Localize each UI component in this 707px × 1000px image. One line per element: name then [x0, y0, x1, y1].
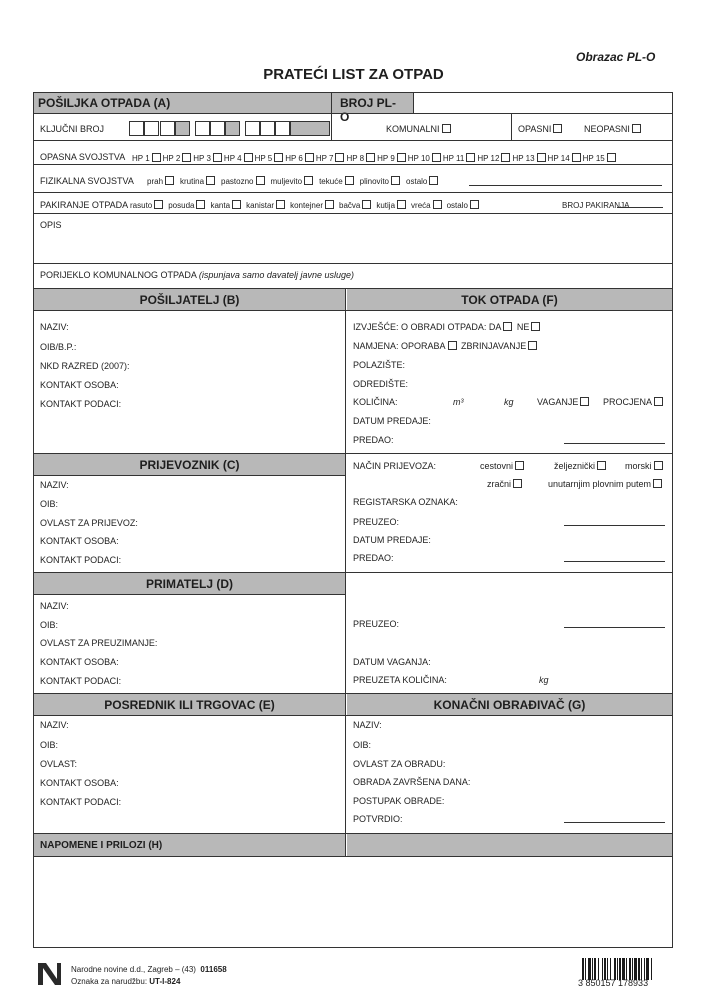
izvjesce-ne-checkbox[interactable] — [531, 322, 540, 331]
pakiranje-label: kanta — [210, 201, 231, 210]
hp-label: HP 13 — [512, 154, 535, 163]
d-kontakt-podaci-label: KONTAKT PODACI: — [40, 676, 122, 686]
kljucni-broj-digit-box[interactable] — [260, 121, 275, 136]
kljucni-broj-digit-box[interactable] — [275, 121, 290, 136]
b-nkd-label: NKD RAZRED (2007): — [40, 361, 130, 371]
section-h-header: NAPOMENE I PRILOZI (H) — [34, 834, 345, 856]
komunalni-option[interactable]: KOMUNALNI — [386, 124, 453, 135]
pakiranje-option[interactable] — [168, 201, 207, 210]
fizikalna-option[interactable] — [319, 177, 356, 186]
hp-label: HP 15 — [582, 154, 605, 163]
c-oib-label: OIB: — [40, 499, 59, 509]
pakiranje-option[interactable] — [411, 201, 444, 210]
pakiranje-label: kutija — [376, 201, 396, 210]
hp-option[interactable] — [583, 154, 618, 163]
section-f-header: TOK OTPADA (F) — [347, 289, 672, 310]
publisher-line: Narodne novine d.d., Zagreb – (43) 011658 — [71, 965, 227, 974]
fizikalna-label: krutina — [180, 177, 205, 186]
preuzeta-kg-unit: kg — [539, 675, 549, 685]
odrediste-label: ODREDIŠTE: — [353, 379, 409, 389]
hp-checkbox[interactable] — [182, 153, 191, 162]
e-oib-label: OIB: — [40, 740, 59, 750]
section-c-header: PRIJEVOZNIK (C) — [34, 454, 345, 475]
pakiranje-label: kanistar — [246, 201, 275, 210]
b-kontakt-osoba-label: KONTAKT OSOBA: — [40, 380, 119, 390]
neopasni-checkbox[interactable] — [632, 124, 641, 133]
zracni-checkbox[interactable] — [513, 479, 522, 488]
hp-checkbox[interactable] — [335, 153, 344, 162]
opasni-option[interactable]: OPASNI — [518, 124, 564, 135]
porijeklo-label: PORIJEKLO KOMUNALNOG OTPADA (ispunjava samo davatelj javne usluge) — [40, 270, 354, 280]
c-preuzeo-label: PREUZEO: — [353, 517, 400, 527]
hp-checkbox[interactable] — [501, 153, 510, 162]
fizikalna-label: ostalo — [406, 177, 428, 186]
izvjesce-da-checkbox[interactable] — [503, 322, 512, 331]
pakiranje-label: PAKIRANJE OTPADA — [40, 200, 129, 210]
hp-option[interactable] — [285, 154, 316, 163]
pakiranje-label: kontejner — [290, 201, 323, 210]
pakiranje-label: rasuto — [130, 201, 153, 210]
hp-checkbox[interactable] — [572, 153, 581, 162]
hp-option[interactable] — [377, 154, 408, 163]
hp-checkbox[interactable] — [305, 153, 314, 162]
fizikalna-option[interactable] — [360, 177, 402, 186]
fizikalna-label: muljevito — [270, 177, 303, 186]
section-e-header: POSREDNIK ILI TRGOVAC (E) — [34, 694, 345, 715]
hp-option[interactable] — [548, 154, 583, 163]
barcode-bar — [594, 958, 596, 980]
barcode-bar — [626, 958, 627, 980]
d-naziv-label: NAZIV: — [40, 601, 69, 611]
hp-option[interactable] — [163, 154, 194, 163]
hp-checkbox[interactable] — [213, 153, 222, 162]
fizikalna-label: plinovito — [359, 177, 390, 186]
procjena-checkbox[interactable] — [654, 397, 663, 406]
kljucni-broj-digit-box[interactable] — [129, 121, 144, 136]
form-frame — [33, 92, 673, 948]
pakiranje-label: bačva — [339, 201, 361, 210]
pakiranje-checkbox[interactable] — [196, 200, 205, 209]
oporaba-checkbox[interactable] — [448, 341, 457, 350]
hp-option[interactable] — [316, 154, 347, 163]
fizikalna-svojstva-label: FIZIKALNA SVOJSTVA — [40, 176, 134, 186]
registarska-label: REGISTARSKA OZNAKA: — [353, 497, 458, 507]
hp-label: HP 2 — [162, 154, 181, 163]
e-ovlast-label: OVLAST: — [40, 759, 78, 769]
hp-option[interactable] — [224, 154, 255, 163]
f-predao-label: PREDAO: — [353, 435, 394, 445]
kljucni-broj-digit-box[interactable] — [175, 121, 190, 136]
barcode-bar — [641, 958, 642, 980]
opasni-checkbox[interactable] — [553, 124, 562, 133]
pakiranje-label: posuda — [168, 201, 195, 210]
barcode-bar — [644, 958, 645, 980]
section-a-header: POŠILJKA OTPADA (A) — [34, 93, 331, 113]
morski-checkbox[interactable] — [654, 461, 663, 470]
kljucni-broj-digit-box[interactable] — [160, 121, 175, 136]
barcode — [582, 958, 675, 980]
hp-option[interactable] — [408, 154, 443, 163]
hp-checkbox[interactable] — [244, 153, 253, 162]
unutarnjim-option[interactable]: unutarnjim plovnim putem — [548, 479, 664, 490]
fizikalna-label: prah — [147, 177, 164, 186]
hp-label: HP 3 — [193, 154, 211, 163]
hp-label: HP 1 — [132, 154, 150, 163]
e-naziv-label: NAZIV: — [40, 720, 69, 730]
fizikalna-checkbox[interactable] — [304, 176, 313, 185]
hp-option[interactable] — [477, 154, 512, 163]
fizikalna-checkbox[interactable] — [256, 176, 265, 185]
hp-label: HP 7 — [315, 154, 334, 163]
barcode-bar — [622, 958, 625, 980]
pakiranje-option[interactable] — [339, 201, 373, 210]
hp-checkbox[interactable] — [366, 153, 375, 162]
pakiranje-checkbox[interactable] — [362, 200, 371, 209]
izvjesce-option[interactable]: IZVJEŠĆE: O OBRADI OTPADA: DA NE — [353, 322, 542, 333]
barcode-bar — [588, 958, 591, 980]
cestovni-option[interactable]: cestovni — [480, 461, 526, 472]
barcode-bar — [585, 958, 586, 980]
datum-vaganja-label: DATUM VAGANJA: — [353, 657, 431, 667]
b-kontakt-podaci-label: KONTAKT PODACI: — [40, 399, 122, 409]
vaganje-checkbox[interactable] — [580, 397, 589, 406]
c-datum-predaje-label: DATUM PREDAJE: — [353, 535, 431, 545]
hp-checkbox[interactable] — [607, 153, 616, 162]
fizikalna-checkbox[interactable] — [429, 176, 438, 185]
form-code: Obrazac PL-O — [576, 50, 656, 64]
neopasni-option[interactable]: NEOPASNI — [584, 124, 643, 135]
pakiranje-checkbox[interactable] — [276, 200, 285, 209]
pakiranje-checkbox[interactable] — [232, 200, 241, 209]
kg-unit: kg — [504, 397, 514, 407]
kljucni-broj-digit-box[interactable] — [245, 121, 260, 136]
g-oib-label: OIB: — [353, 740, 372, 750]
pakiranje-checkbox[interactable] — [154, 200, 163, 209]
hp-label: HP 11 — [442, 154, 465, 163]
barcode-bar — [646, 958, 649, 980]
fizikalna-checkbox[interactable] — [165, 176, 174, 185]
pakiranje-option[interactable] — [376, 201, 408, 210]
pakiranje-label: vreća — [411, 201, 431, 210]
fizikalna-option[interactable] — [180, 177, 217, 186]
pakiranje-checkbox[interactable] — [325, 200, 334, 209]
hp-checkbox[interactable] — [537, 153, 546, 162]
c-ovlast-label: OVLAST ZA PRIJEVOZ: — [40, 518, 138, 528]
b-naziv-label: NAZIV: — [40, 322, 69, 332]
m3-unit: m³ — [453, 397, 464, 407]
opasna-svojstva-label: OPASNA SVOJSTVA — [40, 152, 126, 162]
hp-checkbox[interactable] — [432, 153, 441, 162]
preuzeta-kolicina-label: PREUZETA KOLIČINA: — [353, 675, 447, 685]
c-naziv-label: NAZIV: — [40, 480, 69, 490]
fizikalna-options[interactable] — [147, 176, 444, 187]
fizikalna-checkbox[interactable] — [206, 176, 215, 185]
hp-label: HP 12 — [477, 154, 500, 163]
zeljeznicki-checkbox[interactable] — [597, 461, 606, 470]
hp-checkbox[interactable] — [152, 153, 161, 162]
broj-pakiranja-label: BROJ PAKIRANJA — [562, 201, 630, 210]
barcode-bar — [582, 958, 584, 980]
section-b-header: POŠILJATELJ (B) — [34, 289, 345, 310]
hp-label: HP 6 — [285, 154, 303, 163]
section-d-header: PRIMATELJ (D) — [34, 573, 345, 594]
barcode-bar — [651, 958, 652, 980]
pakiranje-checkbox[interactable] — [397, 200, 406, 209]
page-title: PRATEĆI LIST ZA OTPAD — [263, 66, 444, 83]
g-obrada-zavrsena-label: OBRADA ZAVRŠENA DANA: — [353, 777, 471, 787]
c-kontakt-osoba-label: KONTAKT OSOBA: — [40, 536, 119, 546]
barcode-bar — [610, 958, 611, 980]
section-g-header: KONAČNI OBRAĐIVAČ (G) — [347, 694, 672, 715]
fizikalna-option[interactable] — [406, 177, 440, 186]
fizikalna-option[interactable] — [147, 177, 176, 186]
hp-options[interactable] — [132, 153, 618, 164]
broj-plo-label: BROJ PL-O — [332, 93, 413, 113]
barcode-bar — [604, 958, 606, 980]
fizikalna-label: tekuće — [319, 177, 343, 186]
procjena-option[interactable]: PROCJENA — [603, 397, 665, 408]
kljucni-broj-digit-box[interactable] — [225, 121, 240, 136]
hp-label: HP 4 — [223, 154, 242, 163]
hp-checkbox[interactable] — [397, 153, 406, 162]
barcode-bar — [592, 958, 593, 980]
barcode-bar — [617, 958, 618, 980]
pakiranje-option[interactable] — [290, 201, 336, 210]
publisher-logo-icon — [35, 961, 65, 987]
hp-checkbox[interactable] — [466, 153, 475, 162]
hp-label: HP 8 — [346, 154, 365, 163]
fizikalna-option[interactable] — [271, 177, 316, 186]
g-naziv-label: NAZIV: — [353, 720, 382, 730]
fizikalna-checkbox[interactable] — [345, 176, 354, 185]
hp-option[interactable] — [132, 154, 163, 163]
hp-option[interactable] — [255, 154, 286, 163]
namjena-option[interactable]: NAMJENA: OPORABA ZBRINJAVANJE — [353, 341, 539, 352]
zbrinjavanje-checkbox[interactable] — [528, 341, 537, 350]
fizikalna-checkbox[interactable] — [391, 176, 400, 185]
pakiranje-option[interactable] — [447, 201, 481, 210]
kljucni-broj-digit-box[interactable] — [210, 121, 225, 136]
d-ovlast-label: OVLAST ZA PREUZIMANJE: — [40, 638, 158, 648]
c-predao-label: PREDAO: — [353, 553, 394, 563]
barcode-bar — [638, 958, 640, 980]
kljucni-broj-digit-box[interactable] — [144, 121, 159, 136]
pakiranje-option[interactable] — [210, 201, 243, 210]
pakiranje-label: ostalo — [446, 201, 468, 210]
d-kontakt-osoba-label: KONTAKT OSOBA: — [40, 657, 119, 667]
e-kontakt-podaci-label: KONTAKT PODACI: — [40, 797, 122, 807]
pakiranje-option[interactable] — [130, 201, 165, 210]
barcode-bar — [629, 958, 631, 980]
e-kontakt-osoba-label: KONTAKT OSOBA: — [40, 778, 119, 788]
pakiranje-checkbox[interactable] — [433, 200, 442, 209]
kljucni-broj-digit-box[interactable] — [195, 121, 210, 136]
b-oib-label: OIB/B.P.: — [40, 342, 77, 352]
fizikalna-label: pastozno — [221, 177, 254, 186]
zeljeznicki-option[interactable]: željeznički — [554, 461, 608, 472]
section-h-header-right — [347, 834, 672, 856]
vaganje-option[interactable]: VAGANJE — [537, 397, 591, 408]
kljucni-broj-label: KLJUČNI BROJ — [40, 124, 105, 134]
hp-label: HP 9 — [377, 154, 395, 163]
barcode-bar — [602, 958, 603, 980]
hp-option[interactable] — [443, 154, 478, 163]
barcode-bar — [634, 958, 637, 980]
hp-checkbox[interactable] — [274, 153, 283, 162]
g-potvrdio-label: POTVRDIO: — [353, 814, 403, 824]
hp-option[interactable] — [346, 154, 377, 163]
hp-label: HP 10 — [407, 154, 430, 163]
d-oib-label: OIB: — [40, 620, 59, 630]
barcode-bar — [607, 958, 608, 980]
barcode-number: 3 850157 178933 — [578, 978, 649, 988]
pakiranje-checkbox[interactable] — [470, 200, 479, 209]
hp-label: HP 5 — [254, 154, 273, 163]
komunalni-checkbox[interactable] — [442, 124, 451, 133]
zracni-option[interactable]: zračni — [487, 479, 524, 490]
barcode-bar — [619, 958, 621, 980]
g-postupak-label: POSTUPAK OBRADE: — [353, 796, 445, 806]
barcode-bar — [632, 958, 633, 980]
hp-label: HP 14 — [547, 154, 570, 163]
cestovni-checkbox[interactable] — [515, 461, 524, 470]
kljucni-broj-shaded-area — [290, 121, 330, 136]
g-ovlast-label: OVLAST ZA OBRADU: — [353, 759, 446, 769]
hp-option[interactable] — [512, 154, 547, 163]
c-kontakt-podaci-label: KONTAKT PODACI: — [40, 555, 122, 565]
kolicina-label: KOLIČINA: — [353, 397, 398, 407]
morski-option[interactable]: morski — [625, 461, 665, 472]
hp-option[interactable] — [193, 154, 224, 163]
unutarnjim-checkbox[interactable] — [653, 479, 662, 488]
barcode-bar — [598, 958, 599, 980]
d-preuzeo-label: PREUZEO: — [353, 619, 400, 629]
polaziste-label: POLAZIŠTE: — [353, 360, 406, 370]
fizikalna-option[interactable] — [221, 177, 266, 186]
pakiranje-options[interactable] — [130, 200, 484, 211]
opis-label: OPIS — [40, 220, 62, 230]
order-code-line: Oznaka za narudžbu: UT-I-824 — [71, 977, 181, 986]
nacin-prijevoza-label: NAČIN PRIJEVOZA: — [353, 461, 437, 471]
barcode-bar — [614, 958, 616, 980]
pakiranje-option[interactable] — [246, 201, 287, 210]
f-datum-predaje-label: DATUM PREDAJE: — [353, 416, 431, 426]
